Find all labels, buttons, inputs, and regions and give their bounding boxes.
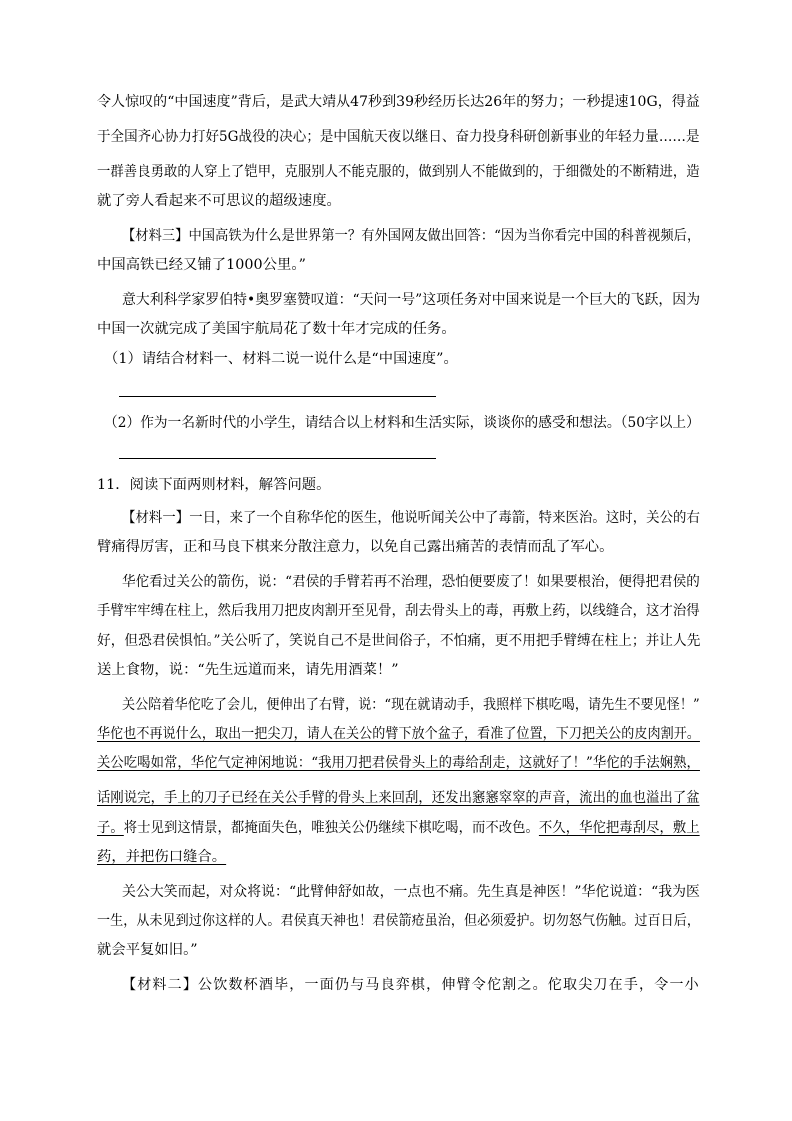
underlined-line: 药，并把伤口缝合。 xyxy=(97,849,227,865)
text-line: 一生，从未见到过你这样的人。君侯真天神也！君侯箭疮虽治，但必须爱护。切勿怒气伤触。过百日后， xyxy=(97,913,700,929)
text-line: 送上食物，说：“先生远道而来，请先用酒菜！” xyxy=(97,662,399,678)
text-line: 关公大笑而起，对众将说：“此臂伸舒如故，一点也不痛。先生真是神医！”华佗说道：“我为医 xyxy=(122,884,700,900)
text-line: 华佗看过关公的箭伤，说：“君侯的手臂若再不治理，恐怕便要废了！如果要根治，便得把君侯的 xyxy=(122,574,700,590)
question-1: （1）请结合材料一、材料二说一说什么是“中国速度”。 xyxy=(104,351,458,367)
text-line: 中国高铁已经又铺了1000公里。” xyxy=(97,257,306,273)
question-11-heading: 11．阅读下面两则材料，解答问题。 xyxy=(97,477,331,493)
underlined-line: 华佗也不再说什么，取出一把尖刀，请人在关公的臂下放个盆子，看准了位置，下刀把关公的皮肉割开。 xyxy=(97,726,700,742)
text-line: 就会平复如旧。” xyxy=(97,942,198,958)
text-line: 臂痛得厉害，正和马良下棋来分散注意力，以免自己露出痛苦的表情而乱了军心。 xyxy=(97,539,614,555)
text-line: 一群善良勇敢的人穿上了铠甲，克服别人不能克服的，做到别人不能做到的，于细微处的不断精进，造 xyxy=(97,164,700,180)
text-line: 手臂牢牢缚在柱上，然后我用刀把皮肉割开至见骨，刮去骨头上的毒，再敷上药，以线缝合，这才治得 xyxy=(97,603,700,619)
text-line: 意大利科学家罗伯特•奥罗塞赞叹道：“天问一号”这项任务对中国来说是一个巨大的飞跃，因为 xyxy=(122,292,701,308)
answer-line-2 xyxy=(119,458,436,459)
text-line: 令人惊叹的“中国速度”背后，是武大靖从47秒到39秒经历长达26年的努力；一秒提速10G，得益 xyxy=(97,94,700,110)
text-line: 中国一次就完成了美国宇航局花了数十年才完成的任务。 xyxy=(97,321,456,337)
text-line: 【材料一】一日，来了一个自称华佗的医生，他说听闻关公中了毒箭，特来医治。这时，关公的右 xyxy=(122,510,700,526)
text-line: 关公陪着华佗吃了会儿，便伸出了右臂，说：“现在就请动手，我照样下棋吃喝，请先生不要见怪！” xyxy=(122,697,700,713)
question-2: （2）作为一名新时代的小学生，请结合以上材料和生活实际，谈谈你的感受和想法。（50字以上） xyxy=(104,415,700,431)
text-line: 就了旁人看起来不可思议的超级速度。 xyxy=(97,193,341,209)
mixed-line: 子。将士见到这情景，都掩面失色，唯独关公仍继续下棋吃喝，而不改色。不久，华佗把毒刮尽，敷上 xyxy=(97,820,700,836)
text-line: 【材料三】中国高铁为什么是世界第一？有外国网友做出回答：“因为当你看完中国的科普视频后， xyxy=(122,228,701,244)
underlined-line: 话刚说完，手上的刀子已经在关公手臂的骨头上来回刮，还发出窸窸窣窣的声音，流出的血也溢出了盆 xyxy=(97,790,700,806)
text-line: 于全国齐心协力打好5G战役的决心；是中国航天夜以继日、奋力投身科研创新事业的年轻力量……是 xyxy=(97,129,700,145)
answer-line-1 xyxy=(119,396,436,397)
underlined-line: 关公吃喝如常，华佗气定神闲地说：“我用刀把君侯骨头上的毒给刮走，这就好了！”华佗的手法娴熟， xyxy=(97,755,700,771)
text-line: 【材料二】公饮数杯酒毕，一面仍与马良弈棋，伸臂令佗割之。佗取尖刀在手，令一小 xyxy=(122,977,700,993)
text-line: 好，但恐君侯惧怕。”关公听了，笑说自己不是世间俗子，不怕痛，更不用把手臂缚在柱上；并让人先 xyxy=(97,633,701,649)
